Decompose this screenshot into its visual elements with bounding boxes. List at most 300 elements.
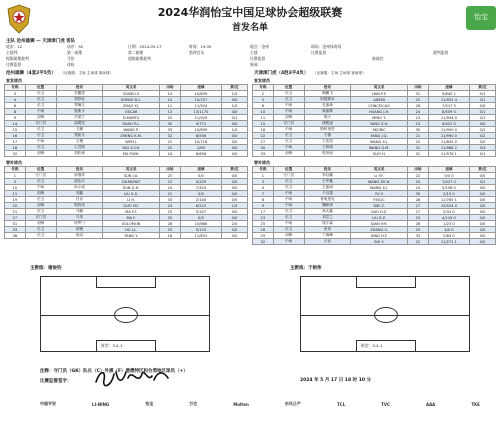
table-cell: HU J.L. xyxy=(103,227,160,233)
table-cell: 刘欣承 xyxy=(56,151,103,157)
table-cell: 11/988 2 xyxy=(428,145,469,151)
match-info-cell: 第一助理 xyxy=(67,50,83,55)
table-cell: 前锋 xyxy=(25,221,56,227)
table-cell: 27 xyxy=(253,139,274,145)
match-info-cell: 地点：沧州 xyxy=(250,44,269,49)
table-column-header: 号码 xyxy=(253,85,274,91)
table-cell: 16 xyxy=(253,127,274,133)
table-cell: 丁海峰 xyxy=(304,233,351,239)
table-cell: 5/107 xyxy=(180,209,221,215)
table-cell: 5 xyxy=(253,97,274,103)
table-column-header: 出场 xyxy=(160,167,181,173)
table-cell: WANG P. xyxy=(103,127,160,133)
table-cell: 0/0 xyxy=(470,221,496,227)
table-cell: 0/0 xyxy=(222,185,248,191)
table-cell: 4/0 xyxy=(222,109,248,115)
table-cell: 17 xyxy=(253,209,274,215)
table-row xyxy=(253,151,496,157)
table-cell: 20 xyxy=(408,139,429,145)
table-cell: HUANG J.H. xyxy=(351,109,408,115)
table-cell: 26 xyxy=(253,227,274,233)
table-cell: 0/0 xyxy=(222,151,248,157)
table-cell: 0/0 xyxy=(180,215,221,221)
table-cell: 2/31 0 xyxy=(428,209,469,215)
table-cell: 后卫 xyxy=(273,215,304,221)
match-info-cell: 新闻 xyxy=(250,62,258,67)
table-cell: 后卫 xyxy=(273,91,304,97)
home-formation: 阵型：3-4-1 xyxy=(101,343,123,348)
table-cell: 29 xyxy=(408,227,429,233)
table-cell: 后卫 xyxy=(273,179,304,185)
home-coach xyxy=(30,265,62,271)
table-cell: 25 xyxy=(160,227,181,233)
away-formation: 阵型：3-4-1 xyxy=(361,343,383,348)
table-cell: 2/140 xyxy=(180,197,221,203)
table-column-header: 英文名 xyxy=(103,85,160,91)
away-team-note: （比赛服：主场 主场球 客场球） xyxy=(312,71,366,75)
table-column-header: 出场 xyxy=(408,85,429,91)
table-cell: 0/0 xyxy=(222,227,248,233)
table-cell: 后卫 xyxy=(273,185,304,191)
table-cell: 17 xyxy=(5,139,26,145)
table-cell: WANG ZH.H. xyxy=(351,179,408,185)
table-cell: 0/0 xyxy=(470,103,496,109)
away-starters-label: 首发球员 xyxy=(254,78,270,83)
table-cell: 9/771 xyxy=(180,121,221,127)
table-cell: MA P.WH. xyxy=(103,151,160,157)
table-cell: 35 xyxy=(408,191,429,197)
home-coach-label: 主教练： xyxy=(30,266,48,271)
table-cell: 2 xyxy=(253,91,274,97)
sponsor-logo: LI-NING xyxy=(92,401,110,407)
table-row xyxy=(253,239,496,245)
table-cell: 25 xyxy=(160,173,181,179)
table-column-header: 黄/红 xyxy=(470,167,496,173)
table-cell: 前锋 xyxy=(25,115,56,121)
table-cell: 22 xyxy=(253,133,274,139)
table-cell: 中场 xyxy=(273,197,304,203)
table-cell: SHI Y. xyxy=(351,239,408,245)
table-cell: 0/0 xyxy=(470,121,496,127)
match-info-cell: 主裁判 xyxy=(6,50,18,55)
table-cell: 后卫 xyxy=(25,209,56,215)
table-column-header: 黄/红 xyxy=(222,167,248,173)
match-info-cell: 主裁 xyxy=(250,50,258,55)
table-cell: 魏峥涛 xyxy=(304,203,351,209)
table-column-header: 英文名 xyxy=(103,167,160,173)
sponsor-logo xyxy=(466,6,496,30)
match-info-cell: 比赛监督 xyxy=(250,56,266,61)
table-cell: 前锋 xyxy=(273,233,304,239)
table-cell: 10/839 xyxy=(180,127,221,133)
table-cell: SUNZU.S xyxy=(103,91,160,97)
table-cell: 25 xyxy=(160,145,181,151)
table-cell: 22 xyxy=(408,239,429,245)
table-cell: SKORIC xyxy=(351,127,408,133)
table-cell: GUO Y.D. xyxy=(103,203,160,209)
table-cell: 18 xyxy=(160,233,181,239)
table-cell: 0/0 xyxy=(470,209,496,215)
table-cell: 0/0 xyxy=(470,203,496,209)
table-cell: 0/0 xyxy=(470,215,496,221)
table-cell: 11/990 0 xyxy=(428,127,469,133)
match-info-cell: 第二助理 xyxy=(128,50,144,55)
table-cell: 王华鑫 xyxy=(304,179,351,185)
table-cell: 0/0 xyxy=(470,185,496,191)
table-column-header: 号码 xyxy=(5,167,26,173)
away-pitch-diagram xyxy=(300,276,470,352)
table-cell: LIU X.Z. xyxy=(351,215,408,221)
match-info-cell xyxy=(189,62,250,68)
table-cell: 菲奥里克 xyxy=(304,197,351,203)
table-cell: 31 xyxy=(5,221,26,227)
table-cell: 0/0 xyxy=(222,179,248,185)
table-cell: 苏戴恩 xyxy=(56,91,103,97)
table-cell: 石岩 xyxy=(304,239,351,245)
table-cell: 0/2 xyxy=(470,133,496,139)
table-cell: YANG Y. xyxy=(103,233,160,239)
pitch-penalty-box-top xyxy=(356,276,416,288)
table-cell: 1/0 xyxy=(222,103,248,109)
table-cell: 刘鑫 xyxy=(56,191,103,197)
table-cell: D.MARTU xyxy=(103,115,160,121)
table-cell: 马鹏 xyxy=(56,209,103,215)
table-cell: 7/517 5 xyxy=(428,103,469,109)
home-coach-name: 谢俊钧 xyxy=(48,266,62,271)
table-cell: 6 xyxy=(253,103,274,109)
table-cell: 15/524 0 xyxy=(428,203,469,209)
table-cell: 13/1170 xyxy=(180,109,221,115)
table-cell: 25 xyxy=(408,97,429,103)
table-cell: 6 xyxy=(5,103,26,109)
table-cell: ZHENG K.M. xyxy=(103,133,160,139)
table-cell: 24 xyxy=(408,185,429,191)
table-column-header: 号码 xyxy=(253,167,274,173)
table-cell: 4/110 0 xyxy=(428,215,469,221)
match-info-cell: 场序：92 xyxy=(67,44,84,49)
table-cell: 24 xyxy=(408,179,429,185)
match-info-cell: 时间：19:35 xyxy=(189,44,212,49)
table-cell: 23 xyxy=(408,215,429,221)
away-coach xyxy=(290,265,322,271)
table-cell: 10 xyxy=(5,185,26,191)
table-cell: 2/63 0 xyxy=(428,233,469,239)
table-cell: 11/990 0 xyxy=(428,133,469,139)
sponsor-logo: 万达 xyxy=(189,401,198,406)
table-cell: 高大鑫 xyxy=(304,209,351,215)
table-cell: 0/0 xyxy=(222,215,248,221)
table-cell: SHAO P.L. xyxy=(103,121,160,127)
table-cell: 郑镝儿 xyxy=(56,103,103,109)
table-cell: 33 xyxy=(5,227,26,233)
table-cell: 0/0 xyxy=(180,191,221,197)
table-cell: 0/0 xyxy=(470,139,496,145)
table-cell: 守门员 xyxy=(25,215,56,221)
table-column-header: 位置 xyxy=(273,167,304,173)
table-cell: WEI Z. xyxy=(351,203,408,209)
sponsor-logo: TCL xyxy=(336,401,346,407)
table-cell: 4/0 0 xyxy=(428,227,469,233)
page-title: 2024华润怡宝中国足球协会超级联赛 xyxy=(157,6,343,19)
table-cell: 24 xyxy=(160,151,181,157)
table-cell: 0/1 xyxy=(470,179,496,185)
match-info-cell xyxy=(128,62,189,68)
table-cell: 所罗门 xyxy=(56,221,103,227)
sponsor-logo: Molten xyxy=(233,401,249,407)
table-cell: 后卫 xyxy=(25,103,56,109)
table-column-header: 位置 xyxy=(25,85,56,91)
table-cell: 11 xyxy=(5,191,26,197)
table-cell: 8/658 xyxy=(180,151,221,157)
table-cell: 11 xyxy=(253,115,274,121)
table-cell: YU Y. xyxy=(351,191,408,197)
table-cell: LI H. xyxy=(103,197,160,203)
table-cell: 0/1 xyxy=(470,91,496,97)
table-cell: 8/509 0 xyxy=(428,109,469,115)
table-cell: HAN P.F. xyxy=(351,91,408,97)
table-cell: 前锋 xyxy=(273,115,304,121)
table-cell: FANG J.Q. xyxy=(351,133,408,139)
table-cell: OSCAR xyxy=(103,109,160,115)
table-cell: 11/978 1 xyxy=(428,151,469,157)
table-column-header: 进球 xyxy=(428,167,469,173)
table-cell: 么君明 xyxy=(56,145,103,151)
table-cell: 守门员 xyxy=(273,173,304,179)
table-cell: 15 xyxy=(5,127,26,133)
table-cell: 21 xyxy=(160,191,181,197)
table-cell: 郭田雨 xyxy=(304,151,351,157)
table-cell: 颜骏凌 xyxy=(304,121,351,127)
table-cell: 11/785 1 xyxy=(428,197,469,203)
table-cell: 前锋 xyxy=(25,151,56,157)
table-cell: 23 xyxy=(253,215,274,221)
match-info-cell: 第四官员 xyxy=(189,50,205,55)
table-cell: 38 xyxy=(5,233,26,239)
table-cell: 3 xyxy=(5,91,26,97)
home-pitch-diagram xyxy=(40,276,210,352)
table-cell: 7/427 0 xyxy=(428,179,469,185)
table-cell: 0/0 xyxy=(470,227,496,233)
table-cell: 奥斯卡 xyxy=(56,109,103,115)
table-cell: 0/0 xyxy=(222,197,248,203)
sponsor-logo: 怡宝 xyxy=(145,401,154,406)
table-cell: 0/0 xyxy=(180,173,221,179)
table-column-header: 姓名 xyxy=(304,167,351,173)
table-cell: 1/0 xyxy=(222,127,248,133)
table-cell: 后卫 xyxy=(273,209,304,215)
table-cell: 25 xyxy=(160,215,181,221)
table-cell: 阿德耶米 xyxy=(304,97,351,103)
table-cell: 0/0 xyxy=(222,139,248,145)
match-info-cell xyxy=(311,62,372,68)
table-cell: 王鹏 xyxy=(56,127,103,133)
table-cell: 前锋 xyxy=(25,203,56,209)
table-cell: 9/640 1 xyxy=(428,91,469,97)
table-cell: 1/23 0 xyxy=(428,221,469,227)
table-cell: 王宪钧 xyxy=(304,139,351,145)
table-cell: SOLOMON xyxy=(103,221,160,227)
table-cell: 中场 xyxy=(273,127,304,133)
table-cell: MING T. xyxy=(351,115,408,121)
table-cell: WANG Q.M. xyxy=(351,145,408,151)
table-cell: 23 xyxy=(408,115,429,121)
table-cell: 15 xyxy=(253,121,274,127)
table-cell: 31 xyxy=(408,91,429,97)
table-cell: 后卫 xyxy=(25,97,56,103)
table-cell: 33 xyxy=(408,233,429,239)
table-column-header: 黄/红 xyxy=(222,85,248,91)
match-info-cell: 日期：2024-05-17 xyxy=(128,44,162,49)
table-cell: ADEMI xyxy=(351,97,408,103)
table-cell: 守门员 xyxy=(25,121,56,127)
match-info-cell: 轮次：12 xyxy=(6,44,23,49)
table-cell: 22 xyxy=(408,173,429,179)
table-cell: 5 xyxy=(5,179,26,185)
match-info-cell: 体检 xyxy=(67,62,75,67)
table-cell: 27 xyxy=(5,215,26,221)
table-cell: 33 xyxy=(160,127,181,133)
table-cell: 5/156 0 xyxy=(428,185,469,191)
table-cell: 前锋 xyxy=(273,151,304,157)
table-cell: 35 xyxy=(160,121,181,127)
away-team-name: 天津津门虎（4胜3平4负） xyxy=(254,71,309,76)
table-row xyxy=(5,233,248,239)
table-cell: 25 xyxy=(253,221,274,227)
table-cell: 明天 xyxy=(304,115,351,121)
table-cell: 0/0 xyxy=(470,239,496,245)
table-cell: 吕梁宁 xyxy=(56,115,103,121)
table-cell: 中场 xyxy=(25,109,56,115)
home-starters-label: 首发球员 xyxy=(6,78,22,83)
table-cell: 2/0 xyxy=(222,221,248,227)
match-info xyxy=(6,44,494,68)
match-info-row xyxy=(6,62,494,68)
table-cell: 后卫 xyxy=(25,145,56,151)
table-cell: 0/0 0 xyxy=(428,173,469,179)
table-cell: 5/229 xyxy=(180,179,221,185)
table-cell: 2/89 xyxy=(180,145,221,151)
table-cell: 于汉超 xyxy=(304,191,351,197)
table-cell: 马昊 xyxy=(56,215,103,221)
table-cell: 后卫 xyxy=(25,233,56,239)
table-cell: 10/718 xyxy=(180,139,221,145)
table-cell: 后卫 xyxy=(273,139,304,145)
table-column-header: 姓名 xyxy=(304,85,351,91)
table-cell: 0/0 xyxy=(222,209,248,215)
table-cell: WEN J. xyxy=(103,139,160,145)
table-cell: 32 xyxy=(5,151,26,157)
page-subtitle: 首发名单 xyxy=(231,23,268,33)
table-column-header: 进球 xyxy=(180,85,221,91)
table-cell: QIAN Y.M. xyxy=(351,221,408,227)
table-cell: ZHANG S. xyxy=(351,227,408,233)
table-row xyxy=(5,151,248,157)
sponsor-logo: TKE xyxy=(471,401,480,407)
table-cell: 7 xyxy=(253,191,274,197)
table-column-header: 英文名 xyxy=(351,85,408,91)
table-cell: 中场 xyxy=(273,239,304,245)
match-info-cell: 裁判监督 xyxy=(433,50,449,55)
table-cell: 31 xyxy=(408,151,429,157)
table-cell: 邵璞亮 xyxy=(56,121,103,127)
table-cell: 0/2 xyxy=(470,127,496,133)
table-cell: 13 xyxy=(160,109,181,115)
table-cell: 中场 xyxy=(273,145,304,151)
table-cell: 后卫 xyxy=(273,133,304,139)
table-cell: 16 xyxy=(5,133,26,139)
table-cell: 6/422 0 xyxy=(428,121,469,127)
table-cell: 郑凯木 xyxy=(56,133,103,139)
table-column-header: 姓名 xyxy=(56,167,103,173)
sponsor-logo: TVC xyxy=(381,401,390,407)
table-cell: 30 xyxy=(253,145,274,151)
table-cell: 0/1 xyxy=(470,109,496,115)
table-cell: 文俊 xyxy=(56,139,103,145)
table-column-header: 进球 xyxy=(180,167,221,173)
table-cell: 24 xyxy=(160,185,181,191)
table-cell: 33 xyxy=(160,197,181,203)
table-cell: 22 xyxy=(160,179,181,185)
table-cell: 0/0 xyxy=(470,191,496,197)
table-cell: 3 xyxy=(253,179,274,185)
table-cell: 22 xyxy=(160,139,181,145)
header xyxy=(0,0,500,40)
table-cell: 11/944 0 xyxy=(428,115,469,121)
table-cell: 黄嘉辉 xyxy=(304,109,351,115)
table-cell: 0/0 xyxy=(470,233,496,239)
table-cell: 4 xyxy=(253,185,274,191)
table-cell: 0/0 xyxy=(222,233,248,239)
table-cell: 0/0 xyxy=(222,191,248,197)
table-cell: 胡俊 xyxy=(56,227,103,233)
table-cell: 20 xyxy=(5,203,26,209)
table-cell: 杨羽 xyxy=(56,233,103,239)
home-subs-table xyxy=(4,166,248,239)
table-column-header: 黄/红 xyxy=(470,85,496,91)
table-cell: 0/0 xyxy=(222,145,248,151)
table-cell: 27 xyxy=(408,209,429,215)
table-cell: 后卫 xyxy=(25,227,56,233)
table-cell: 守门员 xyxy=(25,173,56,179)
table-cell: 0/1 xyxy=(470,151,496,157)
pitch-penalty-box-top xyxy=(96,276,156,288)
match-info-cell: 视频助理裁判 xyxy=(6,56,29,61)
table-cell: 迪达尔 xyxy=(56,179,103,185)
match-line: 主队 沧州雄狮 — 天津津门虎 客队 xyxy=(6,39,76,44)
table-cell: 4 xyxy=(5,97,26,103)
match-info-cell: 比赛监督 xyxy=(311,50,327,55)
table-cell: 19 xyxy=(5,197,26,203)
table-cell: 0/0 xyxy=(222,121,248,127)
table-column-header: 出场 xyxy=(408,167,429,173)
table-cell: 32 xyxy=(253,239,274,245)
sponsor-logo: AAA xyxy=(425,401,436,407)
table-cell: 1 xyxy=(253,173,274,179)
table-cell: 0/3 xyxy=(470,145,496,151)
table-column-header: 出场 xyxy=(160,85,181,91)
table-cell: 0/0 xyxy=(470,197,496,203)
table-cell: 后卫 xyxy=(273,97,304,103)
table-cell: 24 xyxy=(408,109,429,115)
table-cell: 23 xyxy=(408,121,429,127)
table-cell: 后卫 xyxy=(25,179,56,185)
table-cell: 9 xyxy=(5,115,26,121)
table-column-header: 号码 xyxy=(5,85,26,91)
table-cell: 后卫 xyxy=(25,197,56,203)
table-column-header: 英文名 xyxy=(351,167,408,173)
sponsor-logo-text: 怡宝 xyxy=(474,13,488,21)
table-cell: 0/0 xyxy=(470,173,496,179)
